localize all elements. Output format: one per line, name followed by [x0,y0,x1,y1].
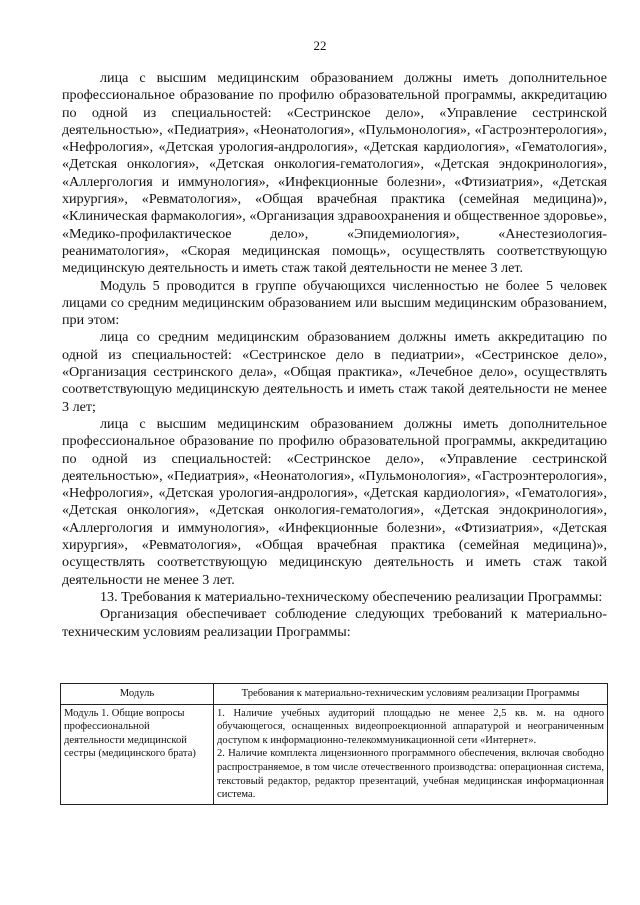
cell-requirements [214,704,608,804]
requirement-item: 1. Наличие учебных аудиторий площадью не менее 2,5 кв. м. на одного обучающегося, оснащенных видеопроекционной аппаратурой и неограниченным доступом к информационно-телекоммуникационной сети «Интернет». [217,707,604,746]
table-row [61,704,608,804]
paragraph-higher-education-module4: лица с высшим медицинским образованием должны иметь дополнительное профессиональное образование по профилю образовательной программы, аккредитацию по одной из специальностей: «Сестринское дело», «Управление сестринской деятельностью», «Педиатрия», «Неонатология», «Пульмонология», «Гастроэнтерология», «Нефрология», «Детская урология-андрология», «Детская кардиология», «Гематология», «Детская онкология», «Детская онкология-гематология», «Детская эндокринология», «Аллергология и иммунология», «Инфекционные болезни», «Фтизиатрия», «Детская хирургия», «Ревматология», «Общая врачебная практика (семейная медицина)», «Клиническая фармакология», «Организация здравоохранения и общественное здоровье», «Медико-профилактическое дело», «Эпидемиология», «Анестезиология-реаниматология», «Скорая медицинская помощь», осуществлять соответствующую медицинскую деятельность и иметь стаж такой деятельности не менее 3 лет. [62,70,607,277]
requirement-item: 2. Наличие комплекта лицензионного программного обеспечения, включая свободно распространяемое, в том числе отечественного производства: операционная система, текстовый редактор, редактор презентаций, учебная медицинская информационная система. [217,748,604,801]
header-requirements: Требования к материально-техническим условиям реализации Программы [214,684,608,705]
document-body [62,70,607,641]
section-13-heading: 13. Требования к материально-техническому обеспечению реализации Программы: [100,588,603,605]
paragraph-secondary-education: лица со средним медицинским образованием должны иметь аккредитацию по одной из специальностей: «Сестринское дело в педиатрии», «Сестринское дело», «Организация сестринского дела», «Общая практика», «Лечебное дело», осуществлять соответствующую медицинскую деятельность и иметь стаж такой деятельности не менее 3 лет; [62,329,607,415]
cell-module: Модуль 1. Общие вопросы профессиональной деятельности медицинской сестры (медицинского брата) [61,704,214,804]
header-module: Модуль [61,684,214,705]
paragraph-module5-intro: Модуль 5 проводится в группе обучающихся численностью не более 5 человек лицами со средним медицинским образованием или высшим медицинским образованием, при этом: [62,277,607,329]
table-header-row [61,684,608,705]
requirements-table [60,683,608,805]
page-number: 22 [313,38,327,53]
paragraph-organization-requirements: Организация обеспечивает соблюдение следующих требований к материально-техническим условиям реализации Программы: [62,606,607,640]
paragraph-higher-education-module5: лица с высшим медицинским образованием должны иметь дополнительное профессиональное образование по профилю образовательной программы, аккредитацию по одной из специальностей: «Сестринское дело», «Управление сестринской деятельностью», «Педиатрия», «Неонатология», «Пульмонология», «Гастроэнтерология», «Нефрология», «Детская урология-андрология», «Детская кардиология», «Гематология», «Детская онкология», «Детская онкология-гематология», «Детская эндокринология», «Аллергология и иммунология», «Инфекционные болезни», «Фтизиатрия», «Детская хирургия», «Ревматология», «Общая врачебная практика (семейная медицина)», осуществлять соответствующую медицинскую деятельность и иметь стаж такой деятельности не менее 3 лет. [62,415,607,588]
